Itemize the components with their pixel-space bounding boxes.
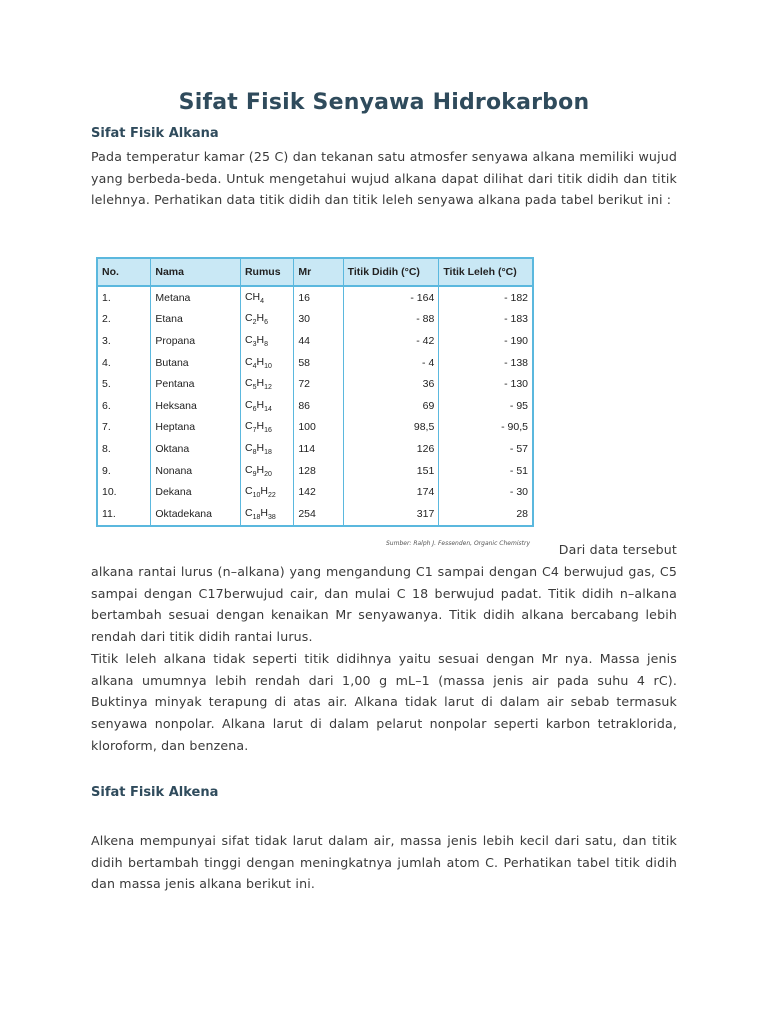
cell-mr: 142 xyxy=(294,481,343,503)
cell-rumus: $C_6H_{14}$ xyxy=(240,395,293,417)
cell-titik-leleh: - 95 xyxy=(439,395,533,417)
header-nama: Nama xyxy=(151,258,241,286)
table-row xyxy=(97,395,533,417)
table-source: Sumber: Ralph J. Fessenden, Organic Chemistry xyxy=(385,540,530,547)
cell-no: 6. xyxy=(97,395,151,417)
cell-rumus: $C_4H_{10}$ xyxy=(240,352,293,374)
heading-alkena: Sifat Fisik Alkena xyxy=(91,785,219,800)
cell-titik-leleh: - 51 xyxy=(439,460,533,482)
cell-titik-didih: 151 xyxy=(343,460,439,482)
cell-mr: 58 xyxy=(294,352,343,374)
cell-mr: 128 xyxy=(294,460,343,482)
cell-titik-leleh: - 90,5 xyxy=(439,417,533,439)
header-rumus: Rumus xyxy=(240,258,293,286)
cell-rumus: $CH_4$ xyxy=(240,286,293,309)
table-header-row xyxy=(97,258,533,286)
cell-no: 5. xyxy=(97,373,151,395)
cell-rumus: $C_2H_6$ xyxy=(240,309,293,331)
cell-no: 2. xyxy=(97,309,151,331)
cell-titik-leleh: - 30 xyxy=(439,481,533,503)
cell-titik-didih: 126 xyxy=(343,438,439,460)
paragraph-alkena: Alkena mempunyai sifat tidak larut dalam air, massa jenis lebih kecil dari satu, dan titik didih bertambah tinggi dengan meningkatnya jumlah atom C. Perhatikan tabel titik didih dan massa jenis alkana berikut ini. xyxy=(91,833,677,892)
cell-rumus: $C_{18}H_{38}$ xyxy=(240,503,293,526)
cell-mr: 72 xyxy=(294,373,343,395)
cell-mr: 100 xyxy=(294,417,343,439)
cell-titik-leleh: - 138 xyxy=(439,352,533,374)
cell-mr: 44 xyxy=(294,330,343,352)
table-row xyxy=(97,417,533,439)
cell-nama: Pentana xyxy=(151,373,241,395)
cell-titik-didih: 317 xyxy=(343,503,439,526)
cell-rumus: $C_3H_8$ xyxy=(240,330,293,352)
cell-rumus: $C_{10}H_{22}$ xyxy=(240,481,293,503)
cell-titik-didih: 69 xyxy=(343,395,439,417)
paragraph-after-table: alkana rantai lurus (n–alkana) yang mengandung C1 sampai dengan C4 berwujud gas, C5 sampai dengan C17berwujud cair, dan mulai C 18 berwujud padat. Titik didih n–alkana bertambah sesuai dengan kenaikan Mr senyawanya. Titik didih alkana bercabang lebih rendah dari titik didih rantai lurus. xyxy=(91,564,677,645)
cell-mr: 114 xyxy=(294,438,343,460)
table-row xyxy=(97,481,533,503)
after-table-lead: Dari data tersebut xyxy=(558,542,677,557)
cell-mr: 16 xyxy=(294,286,343,309)
cell-titik-leleh: - 57 xyxy=(439,438,533,460)
header-titik-didih: Titik Didih (°C) xyxy=(343,258,439,286)
cell-nama: Oktadekana xyxy=(151,503,241,526)
cell-titik-leleh: - 183 xyxy=(439,309,533,331)
cell-no: 1. xyxy=(97,286,151,309)
cell-mr: 86 xyxy=(294,395,343,417)
cell-titik-didih: 174 xyxy=(343,481,439,503)
cell-rumus: $C_8H_{18}$ xyxy=(240,438,293,460)
page-title: Sifat Fisik Senyawa Hidrokarbon xyxy=(178,90,590,115)
cell-no: 9. xyxy=(97,460,151,482)
cell-titik-leleh: - 182 xyxy=(439,286,533,309)
cell-mr: 30 xyxy=(294,309,343,331)
cell-nama: Heptana xyxy=(151,417,241,439)
cell-titik-leleh: - 130 xyxy=(439,373,533,395)
header-mr: Mr xyxy=(294,258,343,286)
cell-titik-didih: - 4 xyxy=(343,352,439,374)
header-no: No. xyxy=(97,258,151,286)
cell-nama: Heksana xyxy=(151,395,241,417)
cell-nama: Dekana xyxy=(151,481,241,503)
alkana-table-figure xyxy=(96,257,536,547)
cell-no: 11. xyxy=(97,503,151,526)
cell-nama: Nonana xyxy=(151,460,241,482)
cell-nama: Oktana xyxy=(151,438,241,460)
cell-titik-didih: - 164 xyxy=(343,286,439,309)
header-titik-leleh: Titik Leleh (°C) xyxy=(439,258,533,286)
cell-titik-didih: 98,5 xyxy=(343,417,439,439)
cell-titik-leleh: 28 xyxy=(439,503,533,526)
cell-titik-didih: 36 xyxy=(343,373,439,395)
heading-alkana: Sifat Fisik Alkana xyxy=(91,126,219,141)
table-row xyxy=(97,352,533,374)
cell-no: 7. xyxy=(97,417,151,439)
table-row xyxy=(97,460,533,482)
cell-titik-leleh: - 190 xyxy=(439,330,533,352)
cell-titik-didih: - 42 xyxy=(343,330,439,352)
alkana-table xyxy=(96,257,534,527)
table-row xyxy=(97,503,533,526)
cell-titik-didih: - 88 xyxy=(343,309,439,331)
paragraph-density: Titik leleh alkana tidak seperti titik didihnya yaitu sesuai dengan Mr nya. Massa jenis alkana umumnya lebih rendah dari 1,00 g mL–1 (massa jenis air pada suhu 4 rC). Buktinya minyak terapung di atas air. Alkana tidak larut di dalam air sebab termasuk senyawa nonpolar. Alkana larut di dalam pelarut nonpolar seperti karbon tetraklorida, kloroform, dan benzena. xyxy=(91,651,677,753)
cell-nama: Butana xyxy=(151,352,241,374)
cell-rumus: $C_9H_{20}$ xyxy=(240,460,293,482)
cell-no: 8. xyxy=(97,438,151,460)
cell-mr: 254 xyxy=(294,503,343,526)
cell-no: 3. xyxy=(97,330,151,352)
table-row xyxy=(97,330,533,352)
cell-nama: Metana xyxy=(151,286,241,309)
cell-nama: Etana xyxy=(151,309,241,331)
table-row xyxy=(97,286,533,309)
table-row xyxy=(97,438,533,460)
table-row xyxy=(97,373,533,395)
table-row xyxy=(97,309,533,331)
cell-rumus: $C_7H_{16}$ xyxy=(240,417,293,439)
cell-no: 10. xyxy=(97,481,151,503)
cell-rumus: $C_5H_{12}$ xyxy=(240,373,293,395)
paragraph-intro: Pada temperatur kamar (25 C) dan tekanan satu atmosfer senyawa alkana memiliki wujud yang berbeda-beda. Untuk mengetahui wujud alkana dapat dilihat dari titik didih dan titik lelehnya. Perhatikan data titik didih dan titik leleh senyawa alkana pada tabel berikut ini : xyxy=(91,149,677,208)
cell-no: 4. xyxy=(97,352,151,374)
cell-nama: Propana xyxy=(151,330,241,352)
table-body xyxy=(97,286,533,526)
